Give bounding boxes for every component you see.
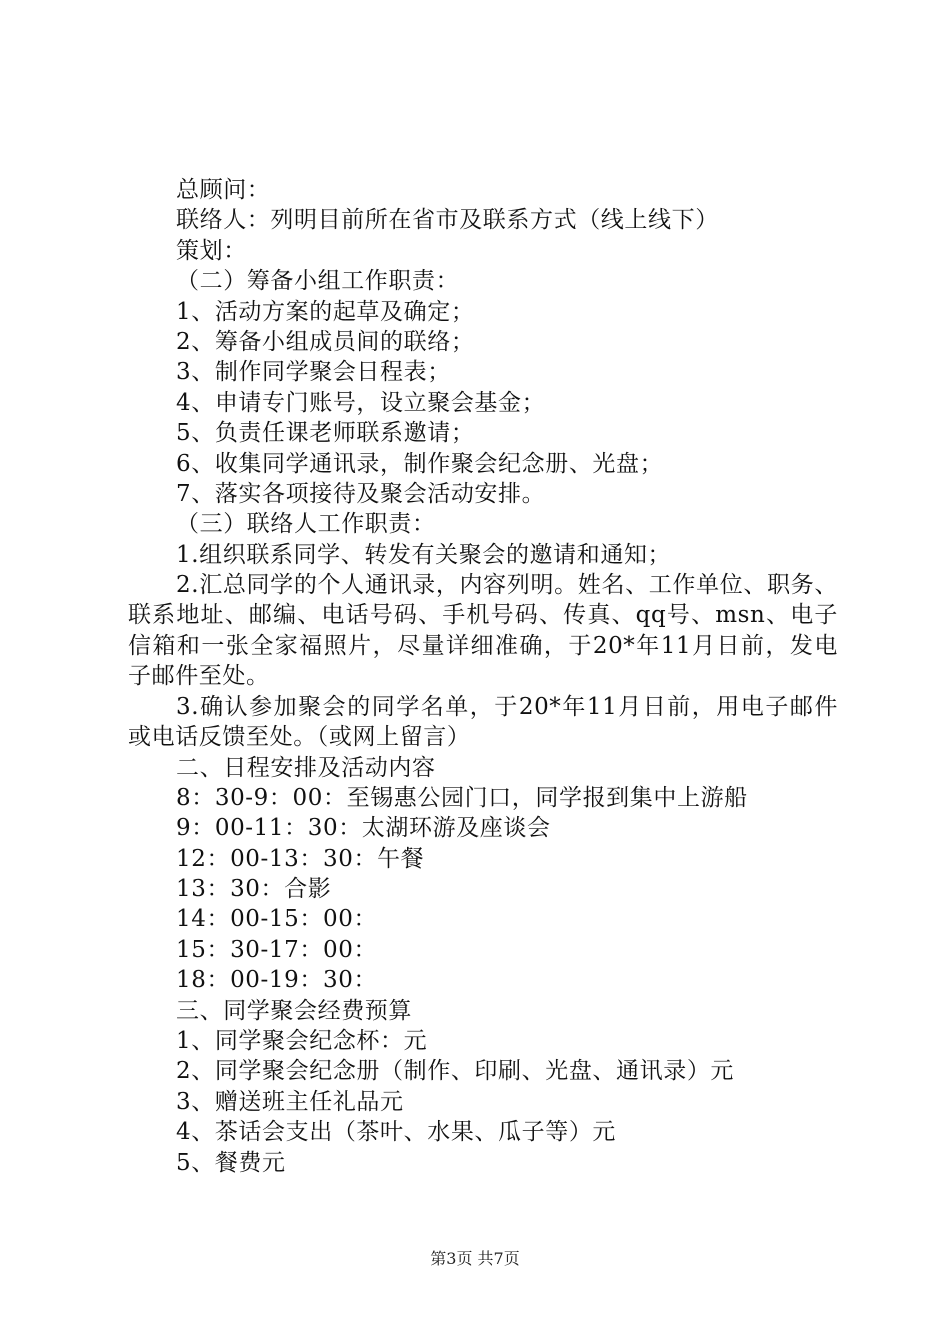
page-number: 第3页 共7页 (430, 1249, 520, 1268)
list-item: 4、申请专门账号，设立聚会基金； (176, 389, 546, 416)
list-item: 1.组织联系同学、转发有关聚会的邀请和通知； (176, 541, 672, 568)
list-item: 3、制作同学聚会日程表； (176, 359, 451, 386)
paragraph-contacts: 2.汇总同学的个人通讯录，内容列明。姓名、工作单位、职务、联系地址、邮编、电话号码、手机号码、传真、qq号、msn、电子信箱和一张全家福照片，尽量详细准确，于20*年11月日前，发电子邮件至处。 (128, 572, 838, 690)
text-line: 总顾问： (176, 177, 271, 203)
list-item: 1、活动方案的起草及确定； (176, 298, 475, 325)
paragraph-confirm: 3.确认参加聚会的同学名单，于20*年11月日前，用电子邮件或电话反馈至处。（或网上留言） (128, 693, 838, 751)
schedule-item: 13：30：合影 (176, 876, 332, 903)
list-item: 7、落实各项接待及聚会活动安排。 (176, 480, 546, 507)
budget-item: 1、同学聚会纪念杯：元 (176, 1028, 428, 1055)
schedule-item: 8：30-9：00：至锡惠公园门口，同学报到集中上游船 (176, 784, 748, 811)
schedule-item: 12：00-13：30：午餐 (176, 845, 425, 872)
budget-item: 5、餐费元 (176, 1149, 286, 1176)
budget-item: 4、茶话会支出（茶叶、水果、瓜子等）元 (176, 1119, 617, 1146)
schedule-item: 18：00-19：30： (176, 967, 378, 994)
section-heading: 二、日程安排及活动内容 (176, 754, 436, 781)
section-heading: （二）筹备小组工作职责： (176, 268, 460, 295)
section-heading: 三、同学聚会经费预算 (176, 997, 412, 1024)
schedule-item: 9：00-11：30：太湖环游及座谈会 (176, 815, 551, 842)
text-line: 策划： (176, 237, 247, 264)
schedule-item: 14：00-15：00： (176, 906, 378, 933)
budget-item: 3、赠送班主任礼品元 (176, 1088, 404, 1115)
list-item: 5、负责任课老师联系邀请； (176, 420, 475, 447)
section-heading: （三）联络人工作职责： (176, 511, 436, 538)
document-body (128, 175, 838, 1178)
schedule-item: 15：30-17：00： (176, 936, 378, 963)
budget-item: 2、同学聚会纪念册（制作、印刷、光盘、通讯录）元 (176, 1058, 735, 1085)
text-line: 联络人：列明目前所在省市及联系方式（线上线下） (176, 207, 719, 234)
list-item: 6、收集同学通讯录，制作聚会纪念册、光盘； (176, 450, 664, 477)
list-item: 2、筹备小组成员间的联络； (176, 328, 475, 355)
